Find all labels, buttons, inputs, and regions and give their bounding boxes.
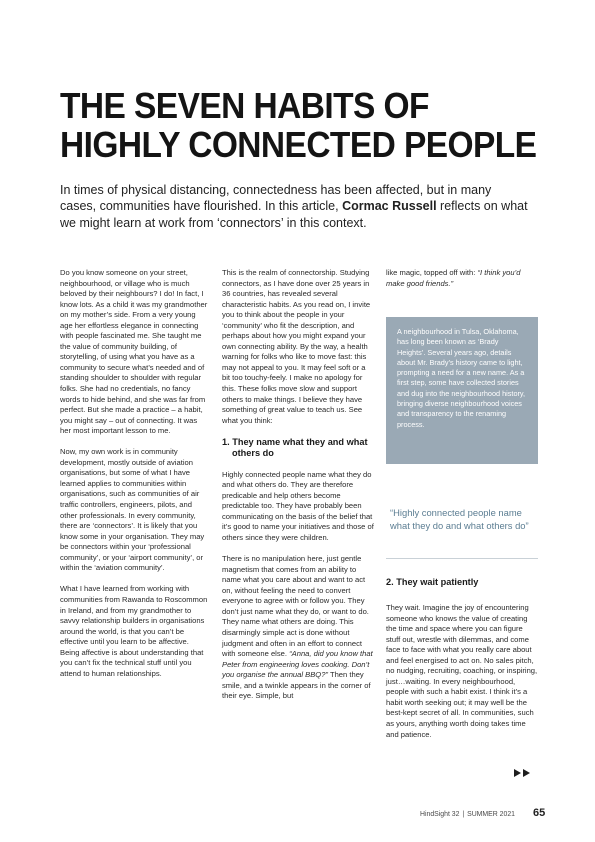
standfirst — [60, 182, 530, 231]
body-paragraph: Now, my own work is in community development, mostly outside of aviation organisations, but some of what I have learned applies to communities within organisations, such as communities of air traffic controllers, engineers, pilots, and other professionals. In every community, there are ‘connectors’. It is likely that you know some in your organisation. They may be connectors within your ‘professional community’, or your ‘airport community’, or within the ‘aviation community’. — [60, 447, 205, 573]
body-text: like magic, topped off with: — [386, 268, 478, 277]
quoted-speech: “Anna, did you know that Peter from engineering loves cooking. Don’t you organise the annual BBQ?” — [222, 649, 373, 680]
title-line-1: THE SEVEN HABITS OF — [60, 85, 429, 126]
body-text: Then they smile, and a twinkle appears in the corner of their eye. Simple, but — [222, 670, 371, 701]
footer-separator: | — [462, 811, 465, 818]
body-text: There is no manipulation here, just gentle magnetism that comes from an ability to name what you care about and want to act on, without feeling the need to convert everyone to agree with or follow you. They don’t just name what they do, or want to do. They name what others are doing. This disarmingly simple act is done without judgment and often in an effort to connect with someone else. — [222, 554, 369, 659]
body-paragraph — [386, 268, 538, 289]
column-3-top — [386, 268, 538, 289]
habit-2-heading: 2. They wait patiently — [386, 577, 479, 587]
article-title — [60, 85, 537, 165]
quoted-speech: “I think you’d make good friends.” — [386, 268, 521, 288]
page-number: 65 — [533, 807, 546, 819]
body-paragraph: What I have learned from working with communities from Rawanda to Roscommon in Ireland, and from my grandmother to savvy relationship builders in organisations around the world, is that you can’t be effective until you learn to be affective. Being affective is about understanding that you can’t fix the technical stuff until you attend to human relationships. — [60, 584, 208, 678]
issue-label: SUMMER 2021 — [467, 811, 515, 818]
pull-quote: “Highly connected people name what they do and what others do” — [390, 507, 529, 531]
body-paragraph: They wait. Imagine the joy of encountering someone who knows the value of creating the time and space where you can figure stuff out, wrestle with dilemmas, and come face to face with what you really care about and feel energised to act on. No sales pitch, no nudging, recruiting, coaching, or inspiring, just…waiting. In every neighbourhood, people with such a habit exist. I think it’s a habit worth seeking out; it may well be the best-kept secret of all. In communities, such as yours, anything worth doing takes time and patience. — [386, 603, 538, 739]
body-paragraph — [222, 554, 374, 702]
standfirst-end: reflects on what we might learn at work from ‘connectors’ in this context. — [60, 199, 528, 230]
pull-quote-divider — [386, 558, 538, 559]
standfirst-intro: In times of physical distancing, connectedness has been affected, but in many cases, communities have flourished. In this article, — [60, 183, 492, 214]
body-paragraph: This is the realm of connectorship. Studying connectors, as I have done over 25 years in 36 countries, has revealed several characteristic habits. As you read on, I invite you to think about the people in your ‘community’ who fit the description, and perhaps about how you might expand your own connecting ability. By the way, a health warning for folks who like to move fast: this may not appeal to you. It may feel soft or a bit too touchy-feely. I make no apology for this. These folks move slow and support others to make things. I believe they have something of great value to teach us. See what you think: — [222, 268, 371, 425]
habit-1-heading: 1. They name what they and what others do — [222, 436, 368, 459]
title-line-2: HIGHLY CONNECTED PEOPLE — [60, 124, 537, 165]
column-1 — [60, 268, 208, 679]
author-name: Cormac Russell — [342, 199, 437, 214]
column-2 — [222, 268, 374, 702]
body-paragraph: Do you know someone on your street, neighbourhood, or village who is much beloved by their neighbours? I do! In fact, I know lots. As a child it was my grandmother on my mother’s side. From a very young age her effortless elegance in connecting with people fascinated me. She taught me the value of community building, of storytelling, of using what you have as a community to secure what’s needed and of standing shoulder to shoulder with regular folks. She had no credentials, no fancy words to hide behind, and she was far from perfect. But she made a practice – a habit, you might say – out of connecting. It was her most important lesson to me. — [60, 268, 208, 436]
column-3-bottom — [386, 603, 538, 740]
page-footer — [420, 811, 515, 818]
double-chevron-right-icon — [514, 769, 532, 777]
info-box: A neighbourhood in Tulsa, Oklahoma, has long been known as ‘Brady Heights’. Several years ago, details about Mr. Brady’s history came to light, prompting a need for a new name. As a first step, some have collected stories and dug into the neighbourhood history, bringing diverse neighbourhood voices and transparency to the renaming process. — [386, 317, 538, 464]
body-paragraph: Highly connected people name what they do and what others do. They are therefore predicable and help others become predictable too. They have probably been communicating on the basis of the belief that it’s good to name your initiatives and those of others since they were children. — [222, 469, 374, 543]
publication-name: HindSight 32 — [420, 811, 460, 818]
